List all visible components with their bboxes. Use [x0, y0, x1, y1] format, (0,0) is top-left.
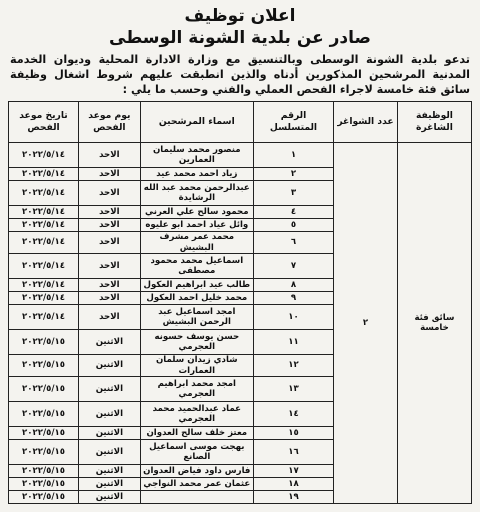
table-row: [9, 143, 472, 168]
exam-date-cell: ٢٠٢٢/٥/١٥: [9, 355, 79, 377]
candidate-name-cell: اسماعيل محمد محمود مصطفى: [140, 254, 253, 279]
candidate-name-cell: فارس داود فياض العدوان: [140, 465, 253, 478]
candidate-name-cell: محمد خليل احمد العكول: [140, 292, 253, 305]
candidate-name-cell: محمد عمر مشرف البشيش: [140, 232, 253, 254]
seq-cell: ١٥: [253, 427, 333, 440]
candidate-name-cell: زياد احمد محمد عيد: [140, 168, 253, 181]
candidate-name-cell: طالب عيد ابراهيم العكول: [140, 279, 253, 292]
exam-date-cell: ٢٠٢٢/٥/١٤: [9, 292, 79, 305]
seq-cell: ١١: [253, 330, 333, 355]
exam-day-cell: الاثنين: [79, 465, 141, 478]
seq-cell: ٣: [253, 181, 333, 206]
exam-date-cell: ٢٠٢٢/٥/١٥: [9, 427, 79, 440]
exam-date-cell: ٢٠٢٢/٥/١٤: [9, 279, 79, 292]
candidate-name-cell: عبدالرحمن محمد عبد الله الرشايدة: [140, 181, 253, 206]
seq-cell: ١: [253, 143, 333, 168]
candidate-name-cell: معتز خلف سالح العدوان: [140, 427, 253, 440]
announcement-issuer: صادر عن بلدية الشونة الوسطى: [109, 28, 371, 48]
exam-day-cell: الاثنين: [79, 427, 141, 440]
exam-day-cell: الاثنين: [79, 330, 141, 355]
exam-date-cell: ٢٠٢٢/٥/١٤: [9, 254, 79, 279]
exam-date-cell: ٢٠٢٢/٥/١٥: [9, 330, 79, 355]
exam-day-cell: الاثنين: [79, 402, 141, 427]
candidate-name-cell: حسن يوسف حسونه العجرمي: [140, 330, 253, 355]
exam-date-cell: ٢٠٢٢/٥/١٥: [9, 440, 79, 465]
candidates-table: [8, 101, 472, 504]
announcement-title: اعلان توظيف: [184, 6, 296, 26]
seq-cell: ٥: [253, 219, 333, 232]
exam-day-cell: الاثنين: [79, 377, 141, 402]
exam-date-cell: ٢٠٢٢/٥/١٤: [9, 206, 79, 219]
table-header-row: [9, 102, 472, 143]
candidate-name-cell: وائل عياد احمد ابو عليوه: [140, 219, 253, 232]
announcement-intro: تدعو بلدية الشونة الوسطى وبالتنسيق مع وزارة الادارة المحلية وديوان الخدمة المدنية المرشحين المذكورين أدناه والذين انطبقت عليهم شروط اشغال وظيفة سائق فئة خامسة لاجراء الفحص العملي والفني وحسب ما يلي :: [10, 53, 470, 96]
candidate-name-cell: منصور محمد سليمان العمارين: [140, 143, 253, 168]
exam-date-cell: ٢٠٢٢/٥/١٥: [9, 491, 79, 504]
seq-cell: ٧: [253, 254, 333, 279]
exam-day-cell: الاحد: [79, 168, 141, 181]
exam-date-cell: ٢٠٢٢/٥/١٤: [9, 168, 79, 181]
seq-cell: ٩: [253, 292, 333, 305]
seq-cell: ١٤: [253, 402, 333, 427]
exam-day-cell: الاثنين: [79, 440, 141, 465]
exam-day-cell: الاحد: [79, 181, 141, 206]
candidate-name-cell: امجد اسماعيل عبد الرحمن البشيش: [140, 305, 253, 330]
exam-date-cell: ٢٠٢٢/٥/١٥: [9, 377, 79, 402]
exam-day-cell: الاحد: [79, 219, 141, 232]
candidate-name-cell: شادي زيدان سلمان العمارات: [140, 355, 253, 377]
candidate-name-cell: [140, 491, 253, 504]
exam-day-cell: الاثنين: [79, 478, 141, 491]
exam-date-cell: ٢٠٢٢/٥/١٥: [9, 402, 79, 427]
exam-day-cell: الاحد: [79, 305, 141, 330]
exam-date-cell: ٢٠٢٢/٥/١٥: [9, 465, 79, 478]
candidate-name-cell: عثمان عمر محمد النواجي: [140, 478, 253, 491]
header-day: يوم موعد الفحص: [79, 102, 141, 143]
exam-date-cell: ٢٠٢٢/٥/١٤: [9, 143, 79, 168]
seq-cell: ٢: [253, 168, 333, 181]
seq-cell: ١٨: [253, 478, 333, 491]
exam-date-cell: ٢٠٢٢/٥/١٤: [9, 219, 79, 232]
seq-cell: ١٧: [253, 465, 333, 478]
candidate-name-cell: عماد عبدالحميد محمد العجرمي: [140, 402, 253, 427]
exam-date-cell: ٢٠٢٢/٥/١٤: [9, 181, 79, 206]
exam-date-cell: ٢٠٢٢/٥/١٥: [9, 478, 79, 491]
exam-day-cell: الاثنين: [79, 355, 141, 377]
seq-cell: ١٣: [253, 377, 333, 402]
exam-day-cell: الاحد: [79, 279, 141, 292]
header-count: عدد الشواغر: [334, 102, 398, 143]
exam-day-cell: الاحد: [79, 254, 141, 279]
seq-cell: ٦: [253, 232, 333, 254]
exam-day-cell: الاحد: [79, 143, 141, 168]
exam-date-cell: ٢٠٢٢/٥/١٤: [9, 232, 79, 254]
vacancies-cell: ٢: [334, 143, 398, 504]
seq-cell: ١٦: [253, 440, 333, 465]
candidate-name-cell: محمود سالح علي العرني: [140, 206, 253, 219]
seq-cell: ١٠: [253, 305, 333, 330]
header-seq: الرقم المتسلسل: [253, 102, 333, 143]
exam-day-cell: الاحد: [79, 206, 141, 219]
candidate-name-cell: بهجت موسى اسماعيل الصانع: [140, 440, 253, 465]
seq-cell: ١٩: [253, 491, 333, 504]
seq-cell: ٤: [253, 206, 333, 219]
header-name: اسماء المرشحين: [140, 102, 253, 143]
exam-day-cell: الاحد: [79, 232, 141, 254]
job-title-cell: سائق فئة خامسة: [397, 143, 471, 504]
table-body: [9, 143, 472, 504]
candidate-name-cell: امجد محمد ابراهيم العجرمي: [140, 377, 253, 402]
seq-cell: ٨: [253, 279, 333, 292]
exam-day-cell: الاثنين: [79, 491, 141, 504]
header-date: تاريخ موعد الفحص: [9, 102, 79, 143]
seq-cell: ١٢: [253, 355, 333, 377]
exam-day-cell: الاحد: [79, 292, 141, 305]
header-job: الوظيفة الشاغرة: [397, 102, 471, 143]
exam-date-cell: ٢٠٢٢/٥/١٤: [9, 305, 79, 330]
